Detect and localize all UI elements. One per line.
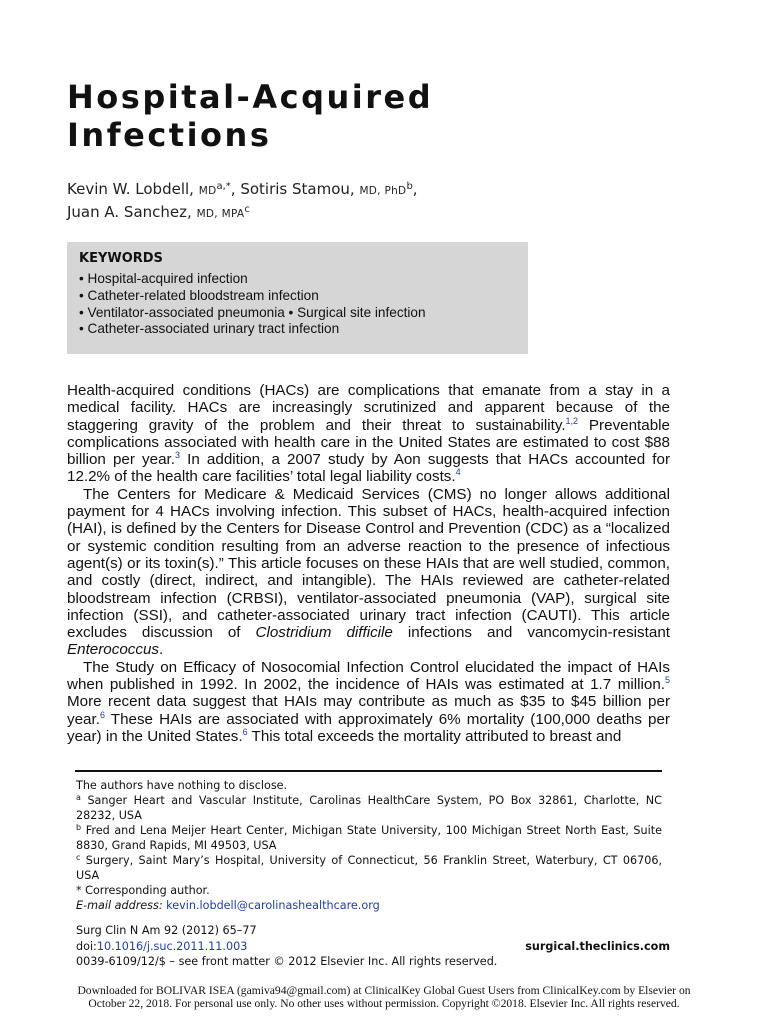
author-degree: MD, PhD	[359, 185, 407, 197]
reference-link[interactable]: 4	[455, 467, 461, 478]
body-text: Preventable complications associated with health care in the United States are estimated to cost $88 billion per year.	[67, 416, 670, 469]
body-text: This total exceeds the mortality attributed to breast and	[247, 727, 622, 745]
body-paragraph-2	[67, 486, 670, 659]
body-text: The Study on Efficacy of Nosocomial Infection Control elucidated the impact of HAIs when published in 1992. In 2002, the incidence of HAIs was estimated at 1.7 million.	[67, 658, 670, 694]
author-separator: ,	[412, 180, 418, 198]
download-notice-line-1: Downloaded for BOLIVAR ISEA (gamiva94@gmail.com) at ClinicalKey Global Guest Users from ClinicalKey.com by Elsevier on	[77, 984, 691, 997]
affiliation-marker[interactable]: b	[406, 181, 413, 192]
body-text: The Centers for Medicare & Medicaid Services (CMS) no longer allows additional payment for 4 HACs involving infection. This subset of HACs, health-acquired infection (HAI), is defined by the Centers for Disease Control and Prevention (CDC) as a “localized or systemic condition resulting from an adverse reaction to the presence of infectious agent(s) or its toxin(s).” This article focuses on these HAIs that are well studied, common, and costly (direct, indirect, and intangible). The HAIs reviewed are catheter-related bloodstream infection (CRBSI), ventilator-associated pneumonia (VAP), surgical site infection (SSI), and catheter-associated urinary tract infection (CAUTI). This article excludes discussion of	[67, 485, 670, 642]
body-text: More recent data suggest that HAIs may contribute as much as $35 to $45 billion per year.	[67, 693, 670, 728]
download-notice	[0, 984, 768, 1010]
reference-link[interactable]: 5	[664, 675, 670, 686]
article-body	[67, 382, 670, 745]
email-label: E-mail address:	[76, 899, 163, 912]
doi-link[interactable]: 10.1016/j.suc.2011.11.003	[96, 939, 248, 953]
author-degree: MD	[198, 185, 217, 197]
italic-term: Enterococcus	[67, 641, 160, 659]
footnote-divider	[75, 770, 662, 772]
body-text: Health-acquired conditions (HACs) are complications that emanate from a stay in a medical facility. HACs are increasingly scrutinized and apparent because of the staggering gravity of the problem and their threat to sustainability.	[67, 382, 670, 434]
author-name: Kevin W. Lobdell,	[67, 180, 194, 198]
reference-link[interactable]: 1,2	[565, 415, 579, 426]
italic-term: Clostridium difficile	[255, 624, 393, 642]
affiliation-b	[76, 823, 662, 853]
email-link[interactable]: kevin.lobdell@carolinashealthcare.org	[166, 899, 380, 912]
author-degree: MD, MPA	[196, 208, 245, 220]
affiliation-c	[76, 853, 662, 883]
journal-website-link[interactable]: surgical.theclinics.com	[525, 939, 670, 953]
disclosure-note: The authors have nothing to disclose.	[76, 779, 288, 792]
doi-line	[76, 939, 247, 955]
affiliation-text: Fred and Lena Meijer Heart Center, Michigan State University, 100 Michigan Street North East, Suite 8830, Grand Rapids, MI 49503, USA	[76, 824, 662, 852]
body-paragraph-3	[67, 659, 670, 745]
keywords-heading: KEYWORDS	[79, 251, 163, 266]
corresponding-author-note: * Corresponding author.	[76, 884, 210, 897]
body-text: These HAIs are associated with approximately 6% mortality (100,000 deaths per year) in the United States.	[67, 710, 670, 745]
title-line-1: Hospital-Acquired	[67, 78, 434, 116]
journal-citation: Surg Clin N Am 92 (2012) 65–77	[76, 924, 257, 937]
reference-link[interactable]: 6	[99, 709, 105, 720]
affiliation-marker[interactable]: c	[244, 204, 250, 215]
footnotes	[76, 778, 662, 913]
keyword-item: • Ventilator-associated pneumonia • Surgical site infection	[79, 304, 426, 320]
keyword-item: • Catheter-associated urinary tract infection	[79, 321, 340, 337]
author-line-1	[67, 179, 687, 202]
doi-prefix: doi:	[76, 939, 97, 953]
keyword-item: • Catheter-related bloodstream infection	[79, 287, 319, 303]
affiliation-mark: a	[76, 793, 81, 802]
citation-block	[76, 923, 670, 970]
affiliation-text: Surgery, Saint Mary’s Hospital, University of Connecticut, 56 Franklin Street, Waterbury, CT 06706, USA	[76, 854, 662, 882]
download-notice-line-2: October 22, 2018. For personal use only. No other uses without permission. Copyright ©2018. Elsevier Inc. All rights reserved.	[88, 997, 680, 1010]
affiliation-mark: c	[76, 853, 81, 862]
author-line-2	[67, 202, 687, 225]
body-text: infections and vancomycin-resistant	[392, 624, 670, 642]
reference-link[interactable]: 6	[242, 726, 248, 737]
affiliation-text: Sanger Heart and Vascular Institute, Carolinas HealthCare System, PO Box 32861, Charlotte, NC 28232, USA	[76, 794, 662, 822]
body-text: .	[159, 641, 164, 659]
author-name: Sotiris Stamou,	[240, 180, 355, 198]
affiliation-mark: b	[76, 823, 82, 832]
author-separator: ,	[230, 180, 241, 198]
article-title	[67, 78, 687, 154]
author-name: Juan A. Sanchez,	[67, 203, 192, 221]
body-text: In addition, a 2007 study by Aon suggests that HACs accounted for 12.2% of the health care facilities’ total legal liability costs.	[67, 451, 670, 486]
affiliation-a	[76, 793, 662, 823]
issn-line: 0039-6109/12/$ – see front matter © 2012 Elsevier Inc. All rights reserved.	[76, 955, 498, 969]
doi-row	[76, 939, 670, 955]
email-line	[76, 898, 662, 913]
reference-link[interactable]: 3	[174, 450, 180, 461]
body-paragraph-1	[67, 382, 670, 486]
affiliation-marker[interactable]: a,*	[216, 181, 231, 192]
keyword-item: • Hospital-acquired infection	[79, 271, 248, 286]
author-list	[67, 179, 687, 225]
keywords-box	[67, 242, 528, 354]
title-line-2: Infections	[67, 116, 272, 154]
